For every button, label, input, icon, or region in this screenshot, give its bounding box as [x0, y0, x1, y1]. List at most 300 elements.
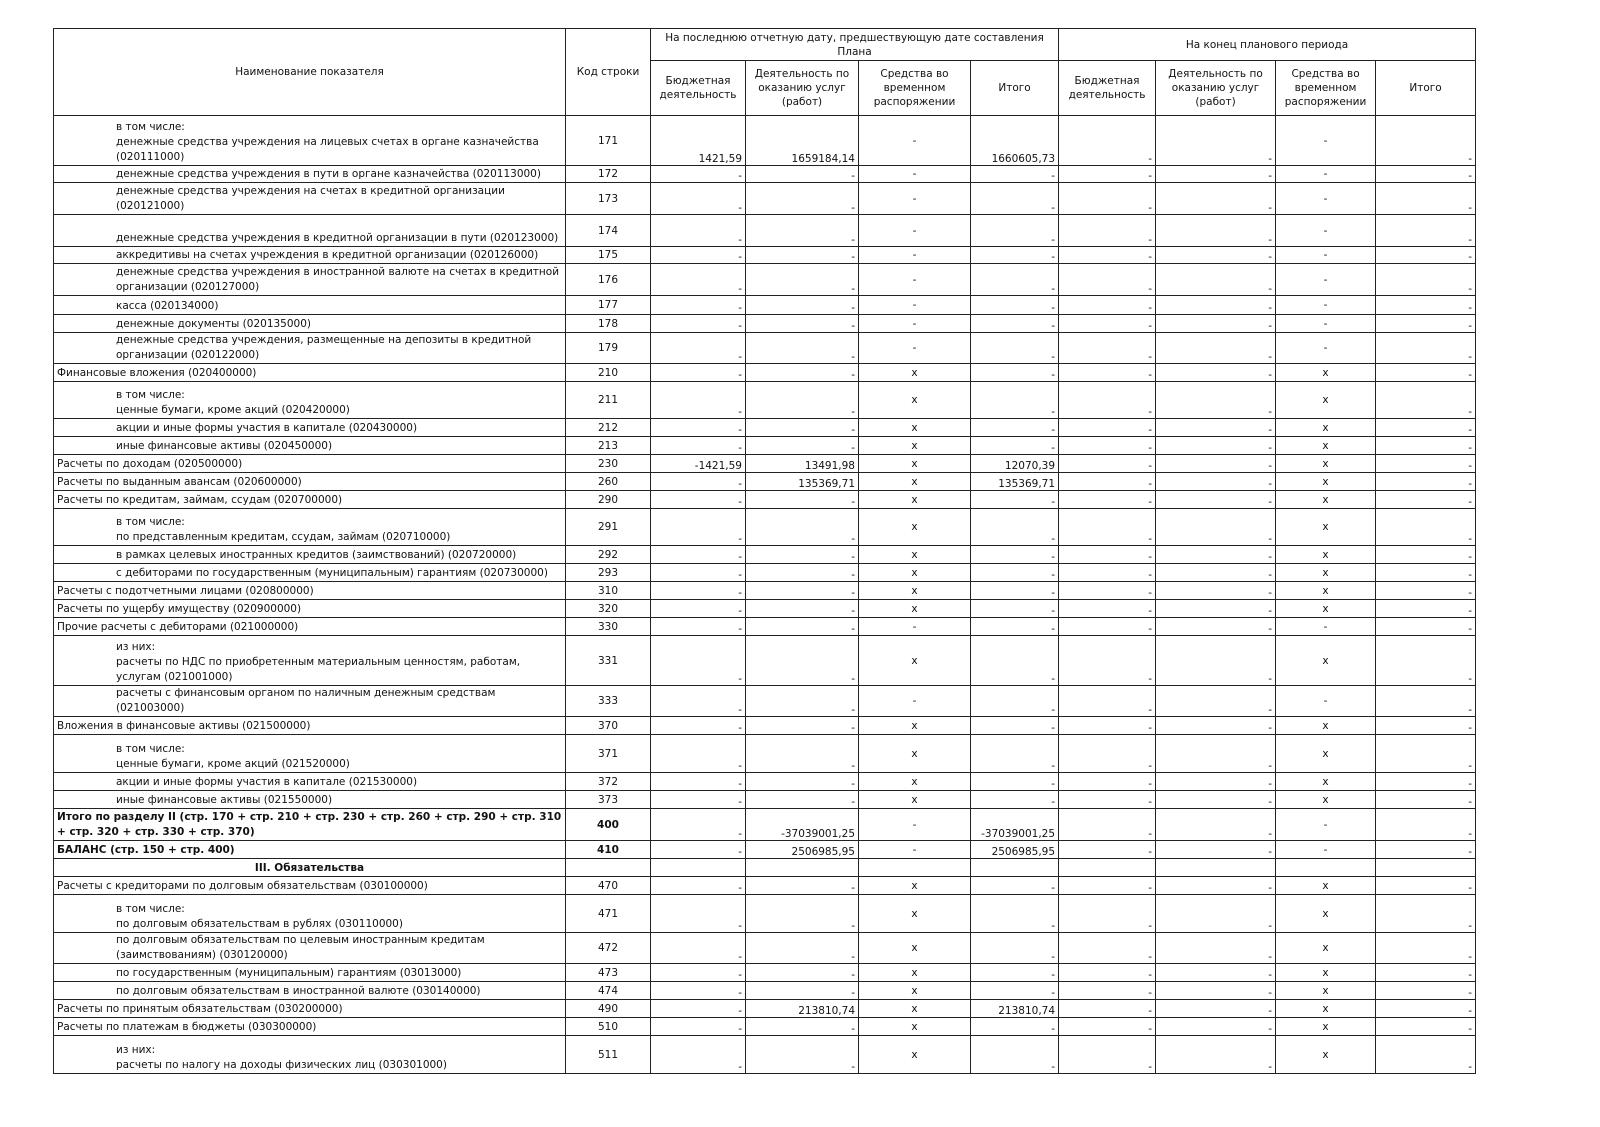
table-row — [54, 183, 1476, 215]
value-cell: x — [1276, 473, 1376, 491]
table-row — [54, 717, 1476, 735]
header-col-7: Средства во временном распоряжении — [1276, 61, 1376, 116]
row-label-text: расчеты по налогу на доходы физических лиц (030301000) — [116, 1059, 447, 1071]
value-cell: x — [1276, 364, 1376, 382]
table-row — [54, 773, 1476, 791]
value-cell: 12070,39 — [971, 455, 1059, 473]
value-cell: -1421,59 — [651, 455, 746, 473]
row-label-text: денежные средства учреждения на лицевых счетах в органе казначейства (020111000) — [116, 136, 539, 163]
value-cell: - — [1059, 455, 1156, 473]
table-row — [54, 264, 1476, 296]
table-row — [54, 437, 1476, 455]
value-cell: - — [1059, 1000, 1156, 1018]
value-cell: - — [746, 933, 859, 964]
row-label — [54, 437, 566, 455]
value-cell: - — [746, 546, 859, 564]
row-prefix: в том числе: — [116, 389, 185, 401]
value-cell: - — [1059, 600, 1156, 618]
row-prefix: в том числе: — [116, 516, 185, 528]
value-cell: - — [971, 183, 1059, 215]
table-row — [54, 582, 1476, 600]
row-code: 333 — [566, 686, 651, 717]
value-cell: - — [1376, 1036, 1476, 1074]
value-cell: - — [971, 618, 1059, 636]
row-code: 472 — [566, 933, 651, 964]
table-row — [54, 247, 1476, 264]
value-cell: - — [1059, 264, 1156, 296]
table-row — [54, 735, 1476, 773]
value-cell: - — [746, 437, 859, 455]
row-label — [54, 773, 566, 791]
value-cell: x — [1276, 1000, 1376, 1018]
row-label — [54, 333, 566, 364]
value-cell: - — [971, 509, 1059, 546]
row-code: 372 — [566, 773, 651, 791]
row-code: 291 — [566, 509, 651, 546]
table-row — [54, 473, 1476, 491]
value-cell: - — [971, 600, 1059, 618]
value-cell: - — [1059, 841, 1156, 859]
value-cell: - — [1156, 809, 1276, 841]
value-cell: - — [1156, 717, 1276, 735]
value-cell: - — [651, 877, 746, 895]
value-cell: x — [1276, 895, 1376, 933]
value-cell: - — [651, 491, 746, 509]
row-label-text: денежные средства учреждения, размещенные на депозиты в кредитной организации (020122000) — [116, 334, 532, 361]
row-code: 175 — [566, 247, 651, 264]
table-row — [54, 1000, 1476, 1018]
value-cell: - — [1059, 618, 1156, 636]
value-cell — [859, 859, 971, 877]
row-code: 310 — [566, 582, 651, 600]
value-cell: - — [746, 600, 859, 618]
row-label — [54, 809, 566, 841]
row-code: 330 — [566, 618, 651, 636]
row-prefix: в том числе: — [116, 903, 185, 915]
value-cell: - — [859, 264, 971, 296]
row-label — [54, 296, 566, 315]
value-cell: - — [746, 183, 859, 215]
table-row — [54, 841, 1476, 859]
table-row — [54, 296, 1476, 315]
value-cell: x — [1276, 491, 1376, 509]
table-row — [54, 791, 1476, 809]
value-cell: - — [971, 264, 1059, 296]
value-cell: - — [1059, 296, 1156, 315]
value-cell: - — [1376, 564, 1476, 582]
value-cell: - — [746, 717, 859, 735]
value-cell: x — [1276, 791, 1376, 809]
header-name: Наименование показателя — [54, 29, 566, 116]
value-cell: x — [859, 877, 971, 895]
financial-plan-table — [53, 28, 1476, 1074]
value-cell: x — [1276, 773, 1376, 791]
value-cell: x — [1276, 419, 1376, 437]
value-cell: - — [971, 1036, 1059, 1074]
table-row — [54, 1036, 1476, 1074]
value-cell: - — [1156, 982, 1276, 1000]
row-code: 260 — [566, 473, 651, 491]
row-label-text: Вложения в финансовые активы (021500000) — [57, 720, 311, 732]
value-cell: x — [1276, 735, 1376, 773]
value-cell: - — [1376, 473, 1476, 491]
row-label — [54, 982, 566, 1000]
row-code: 173 — [566, 183, 651, 215]
value-cell: - — [971, 686, 1059, 717]
value-cell: - — [1376, 364, 1476, 382]
value-cell: x — [859, 1036, 971, 1074]
row-code: 370 — [566, 717, 651, 735]
value-cell: x — [1276, 1018, 1376, 1036]
value-cell: - — [1376, 437, 1476, 455]
value-cell: - — [1376, 455, 1476, 473]
value-cell: - — [1156, 895, 1276, 933]
row-code: 171 — [566, 116, 651, 166]
value-cell: - — [971, 382, 1059, 419]
value-cell: - — [1156, 333, 1276, 364]
row-label-text: акции и иные формы участия в капитале (021530000) — [116, 776, 418, 788]
row-label — [54, 247, 566, 264]
row-label — [54, 509, 566, 546]
value-cell: - — [1059, 247, 1156, 264]
value-cell: -37039001,25 — [971, 809, 1059, 841]
row-label — [54, 264, 566, 296]
value-cell: - — [651, 809, 746, 841]
value-cell: x — [859, 419, 971, 437]
row-label — [54, 166, 566, 183]
value-cell: - — [651, 315, 746, 333]
value-cell: x — [859, 773, 971, 791]
value-cell: - — [971, 296, 1059, 315]
row-code: 373 — [566, 791, 651, 809]
value-cell: - — [1156, 1018, 1276, 1036]
value-cell: - — [859, 841, 971, 859]
table-row — [54, 315, 1476, 333]
value-cell: - — [1376, 491, 1476, 509]
value-cell: - — [1059, 166, 1156, 183]
value-cell: - — [1156, 841, 1276, 859]
value-cell: - — [1059, 546, 1156, 564]
value-cell: 213810,74 — [971, 1000, 1059, 1018]
row-label-text: денежные средства учреждения в иностранной валюте на счетах в кредитной организации (020127000) — [116, 266, 560, 293]
row-code: 490 — [566, 1000, 651, 1018]
value-cell: - — [746, 564, 859, 582]
value-cell: x — [1276, 382, 1376, 419]
value-cell: x — [1276, 636, 1376, 686]
value-cell: - — [1376, 600, 1476, 618]
value-cell: - — [1376, 809, 1476, 841]
header-col-3: Средства во временном распоряжении — [859, 61, 971, 116]
value-cell: - — [651, 473, 746, 491]
value-cell: - — [1156, 791, 1276, 809]
row-label — [54, 183, 566, 215]
value-cell: - — [1376, 1000, 1476, 1018]
row-label — [54, 841, 566, 859]
value-cell: - — [651, 183, 746, 215]
value-cell: - — [746, 964, 859, 982]
row-label-text: Расчеты с подотчетными лицами (020800000) — [57, 585, 314, 597]
value-cell: - — [1059, 809, 1156, 841]
value-cell: - — [971, 582, 1059, 600]
value-cell: - — [1156, 264, 1276, 296]
value-cell: x — [859, 717, 971, 735]
table-row — [54, 809, 1476, 841]
row-label-text: Расчеты по платежам в бюджеты (030300000) — [57, 1021, 317, 1033]
value-cell: - — [651, 618, 746, 636]
value-cell: - — [651, 364, 746, 382]
value-cell: - — [1376, 773, 1476, 791]
value-cell: x — [859, 382, 971, 419]
value-cell: - — [1276, 247, 1376, 264]
row-code: 400 — [566, 809, 651, 841]
value-cell: - — [1059, 333, 1156, 364]
value-cell: - — [1276, 686, 1376, 717]
value-cell: - — [859, 183, 971, 215]
value-cell: - — [651, 333, 746, 364]
value-cell: - — [746, 895, 859, 933]
row-label-text: денежные средства учреждения в кредитной организации в пути (020123000) — [116, 232, 559, 244]
row-label — [54, 455, 566, 473]
value-cell: - — [971, 437, 1059, 455]
value-cell: - — [1376, 382, 1476, 419]
value-cell: x — [859, 735, 971, 773]
value-cell: - — [746, 791, 859, 809]
table-row — [54, 491, 1476, 509]
row-label — [54, 686, 566, 717]
row-code: 172 — [566, 166, 651, 183]
row-label-text: ценные бумаги, кроме акций (020420000) — [116, 404, 350, 416]
value-cell: 1421,59 — [651, 116, 746, 166]
value-cell: - — [651, 296, 746, 315]
value-cell: - — [1376, 982, 1476, 1000]
value-cell: - — [651, 264, 746, 296]
value-cell: - — [971, 877, 1059, 895]
row-code: 176 — [566, 264, 651, 296]
value-cell: - — [1156, 491, 1276, 509]
value-cell: 1659184,14 — [746, 116, 859, 166]
row-label — [54, 382, 566, 419]
header-col-1: Бюджетная деятельность — [651, 61, 746, 116]
row-label-text: денежные документы (020135000) — [116, 318, 312, 330]
value-cell: - — [971, 564, 1059, 582]
value-cell — [651, 859, 746, 877]
header-group-last-report-date: На последнюю отчетную дату, предшествующую дате составления Плана — [651, 29, 1059, 61]
row-label-text: по долговым обязательствам по целевым иностранным кредитам (заимствованиям) (030120000) — [116, 934, 485, 961]
row-prefix: из них: — [116, 641, 156, 653]
value-cell: - — [1376, 296, 1476, 315]
value-cell: - — [651, 735, 746, 773]
value-cell: - — [1376, 247, 1476, 264]
row-label — [54, 315, 566, 333]
value-cell: - — [651, 895, 746, 933]
table-row — [54, 933, 1476, 964]
value-cell: - — [859, 116, 971, 166]
value-cell: - — [859, 686, 971, 717]
value-cell: - — [859, 166, 971, 183]
value-cell: - — [651, 1036, 746, 1074]
value-cell: 13491,98 — [746, 455, 859, 473]
value-cell: - — [1376, 877, 1476, 895]
header-col-4: Итого — [971, 61, 1059, 116]
value-cell: - — [746, 296, 859, 315]
value-cell: - — [746, 419, 859, 437]
value-cell: x — [859, 933, 971, 964]
value-cell: - — [971, 933, 1059, 964]
value-cell: x — [859, 437, 971, 455]
row-code: 510 — [566, 1018, 651, 1036]
row-label — [54, 636, 566, 686]
value-cell: - — [971, 546, 1059, 564]
row-label-text: по долговым обязательствам в рублях (030110000) — [116, 918, 403, 930]
value-cell: - — [1276, 264, 1376, 296]
value-cell: - — [971, 166, 1059, 183]
value-cell: x — [1276, 455, 1376, 473]
value-cell: - — [971, 895, 1059, 933]
table-row — [54, 116, 1476, 166]
value-cell: - — [1376, 841, 1476, 859]
header-col-6: Деятельность по оказанию услуг (работ) — [1156, 61, 1276, 116]
value-cell: - — [1376, 333, 1476, 364]
value-cell: x — [859, 546, 971, 564]
value-cell: - — [1376, 315, 1476, 333]
value-cell: - — [1376, 264, 1476, 296]
value-cell: - — [746, 982, 859, 1000]
value-cell: - — [1276, 315, 1376, 333]
value-cell: - — [651, 964, 746, 982]
value-cell: - — [971, 773, 1059, 791]
row-code — [566, 859, 651, 877]
value-cell: 2506985,95 — [746, 841, 859, 859]
value-cell: - — [1376, 509, 1476, 546]
value-cell: - — [1276, 166, 1376, 183]
row-label — [54, 933, 566, 964]
row-code: 410 — [566, 841, 651, 859]
row-label — [54, 717, 566, 735]
value-cell: - — [1059, 419, 1156, 437]
row-label — [54, 116, 566, 166]
row-label-text: денежные средства учреждения в пути в органе казначейства (020113000) — [116, 168, 541, 180]
value-cell — [1059, 859, 1156, 877]
value-cell: - — [746, 315, 859, 333]
table-row — [54, 166, 1476, 183]
value-cell: - — [1276, 116, 1376, 166]
value-cell: - — [1059, 877, 1156, 895]
value-cell: - — [1059, 183, 1156, 215]
value-cell: - — [651, 582, 746, 600]
value-cell: x — [859, 791, 971, 809]
row-label — [54, 1000, 566, 1018]
value-cell: - — [1376, 717, 1476, 735]
value-cell: - — [859, 247, 971, 264]
row-label — [54, 491, 566, 509]
header-code: Код строки — [566, 29, 651, 116]
row-label — [54, 1036, 566, 1074]
value-cell: - — [1156, 600, 1276, 618]
row-label — [54, 791, 566, 809]
value-cell: - — [1059, 686, 1156, 717]
value-cell: - — [971, 636, 1059, 686]
value-cell: - — [746, 735, 859, 773]
value-cell: x — [859, 364, 971, 382]
value-cell: - — [859, 215, 971, 247]
value-cell: x — [859, 564, 971, 582]
value-cell — [1376, 859, 1476, 877]
value-cell: - — [1059, 582, 1156, 600]
value-cell: x — [1276, 600, 1376, 618]
row-label — [54, 964, 566, 982]
value-cell: - — [651, 564, 746, 582]
row-label-text: иные финансовые активы (021550000) — [116, 794, 333, 806]
value-cell: - — [1156, 636, 1276, 686]
row-label-text: Финансовые вложения (020400000) — [57, 367, 257, 379]
value-cell: - — [1156, 419, 1276, 437]
value-cell: - — [1156, 773, 1276, 791]
value-cell: - — [651, 247, 746, 264]
table-row — [54, 618, 1476, 636]
value-cell: - — [746, 333, 859, 364]
table-row — [54, 964, 1476, 982]
value-cell — [971, 859, 1059, 877]
row-code: 511 — [566, 1036, 651, 1074]
row-label-text: по представленным кредитам, ссудам, займам (020710000) — [116, 531, 451, 543]
value-cell: - — [1059, 364, 1156, 382]
row-label-text: Расчеты по ущербу имуществу (020900000) — [57, 603, 302, 615]
table-row — [54, 895, 1476, 933]
value-cell: - — [971, 1018, 1059, 1036]
value-cell: - — [1376, 582, 1476, 600]
row-code: 474 — [566, 982, 651, 1000]
value-cell: - — [1376, 933, 1476, 964]
value-cell: - — [1376, 686, 1476, 717]
row-label — [54, 473, 566, 491]
row-label-text: аккредитивы на счетах учреждения в кредитной организации (020126000) — [116, 249, 539, 261]
row-code: 470 — [566, 877, 651, 895]
value-cell: - — [971, 364, 1059, 382]
value-cell: x — [1276, 982, 1376, 1000]
row-label — [54, 564, 566, 582]
row-label — [54, 546, 566, 564]
value-cell: - — [859, 809, 971, 841]
row-label — [54, 895, 566, 933]
value-cell: - — [859, 315, 971, 333]
row-label-text: Прочие расчеты с дебиторами (021000000) — [57, 621, 299, 633]
value-cell: x — [859, 1000, 971, 1018]
value-cell: x — [859, 1018, 971, 1036]
value-cell: - — [1059, 933, 1156, 964]
value-cell: - — [651, 166, 746, 183]
value-cell: - — [1059, 735, 1156, 773]
value-cell: - — [1376, 166, 1476, 183]
value-cell: x — [1276, 582, 1376, 600]
value-cell: - — [1156, 1000, 1276, 1018]
value-cell: - — [1376, 419, 1476, 437]
row-label-text: Расчеты по доходам (020500000) — [57, 458, 243, 470]
table-row — [54, 419, 1476, 437]
row-code: 371 — [566, 735, 651, 773]
value-cell: x — [1276, 933, 1376, 964]
row-code: 473 — [566, 964, 651, 982]
value-cell: x — [1276, 509, 1376, 546]
value-cell: - — [1276, 618, 1376, 636]
value-cell: x — [859, 895, 971, 933]
value-cell: - — [1059, 473, 1156, 491]
value-cell: - — [1156, 455, 1276, 473]
value-cell: - — [1156, 315, 1276, 333]
value-cell: - — [1059, 382, 1156, 419]
value-cell: - — [971, 735, 1059, 773]
value-cell: 135369,71 — [746, 473, 859, 491]
value-cell: - — [746, 166, 859, 183]
